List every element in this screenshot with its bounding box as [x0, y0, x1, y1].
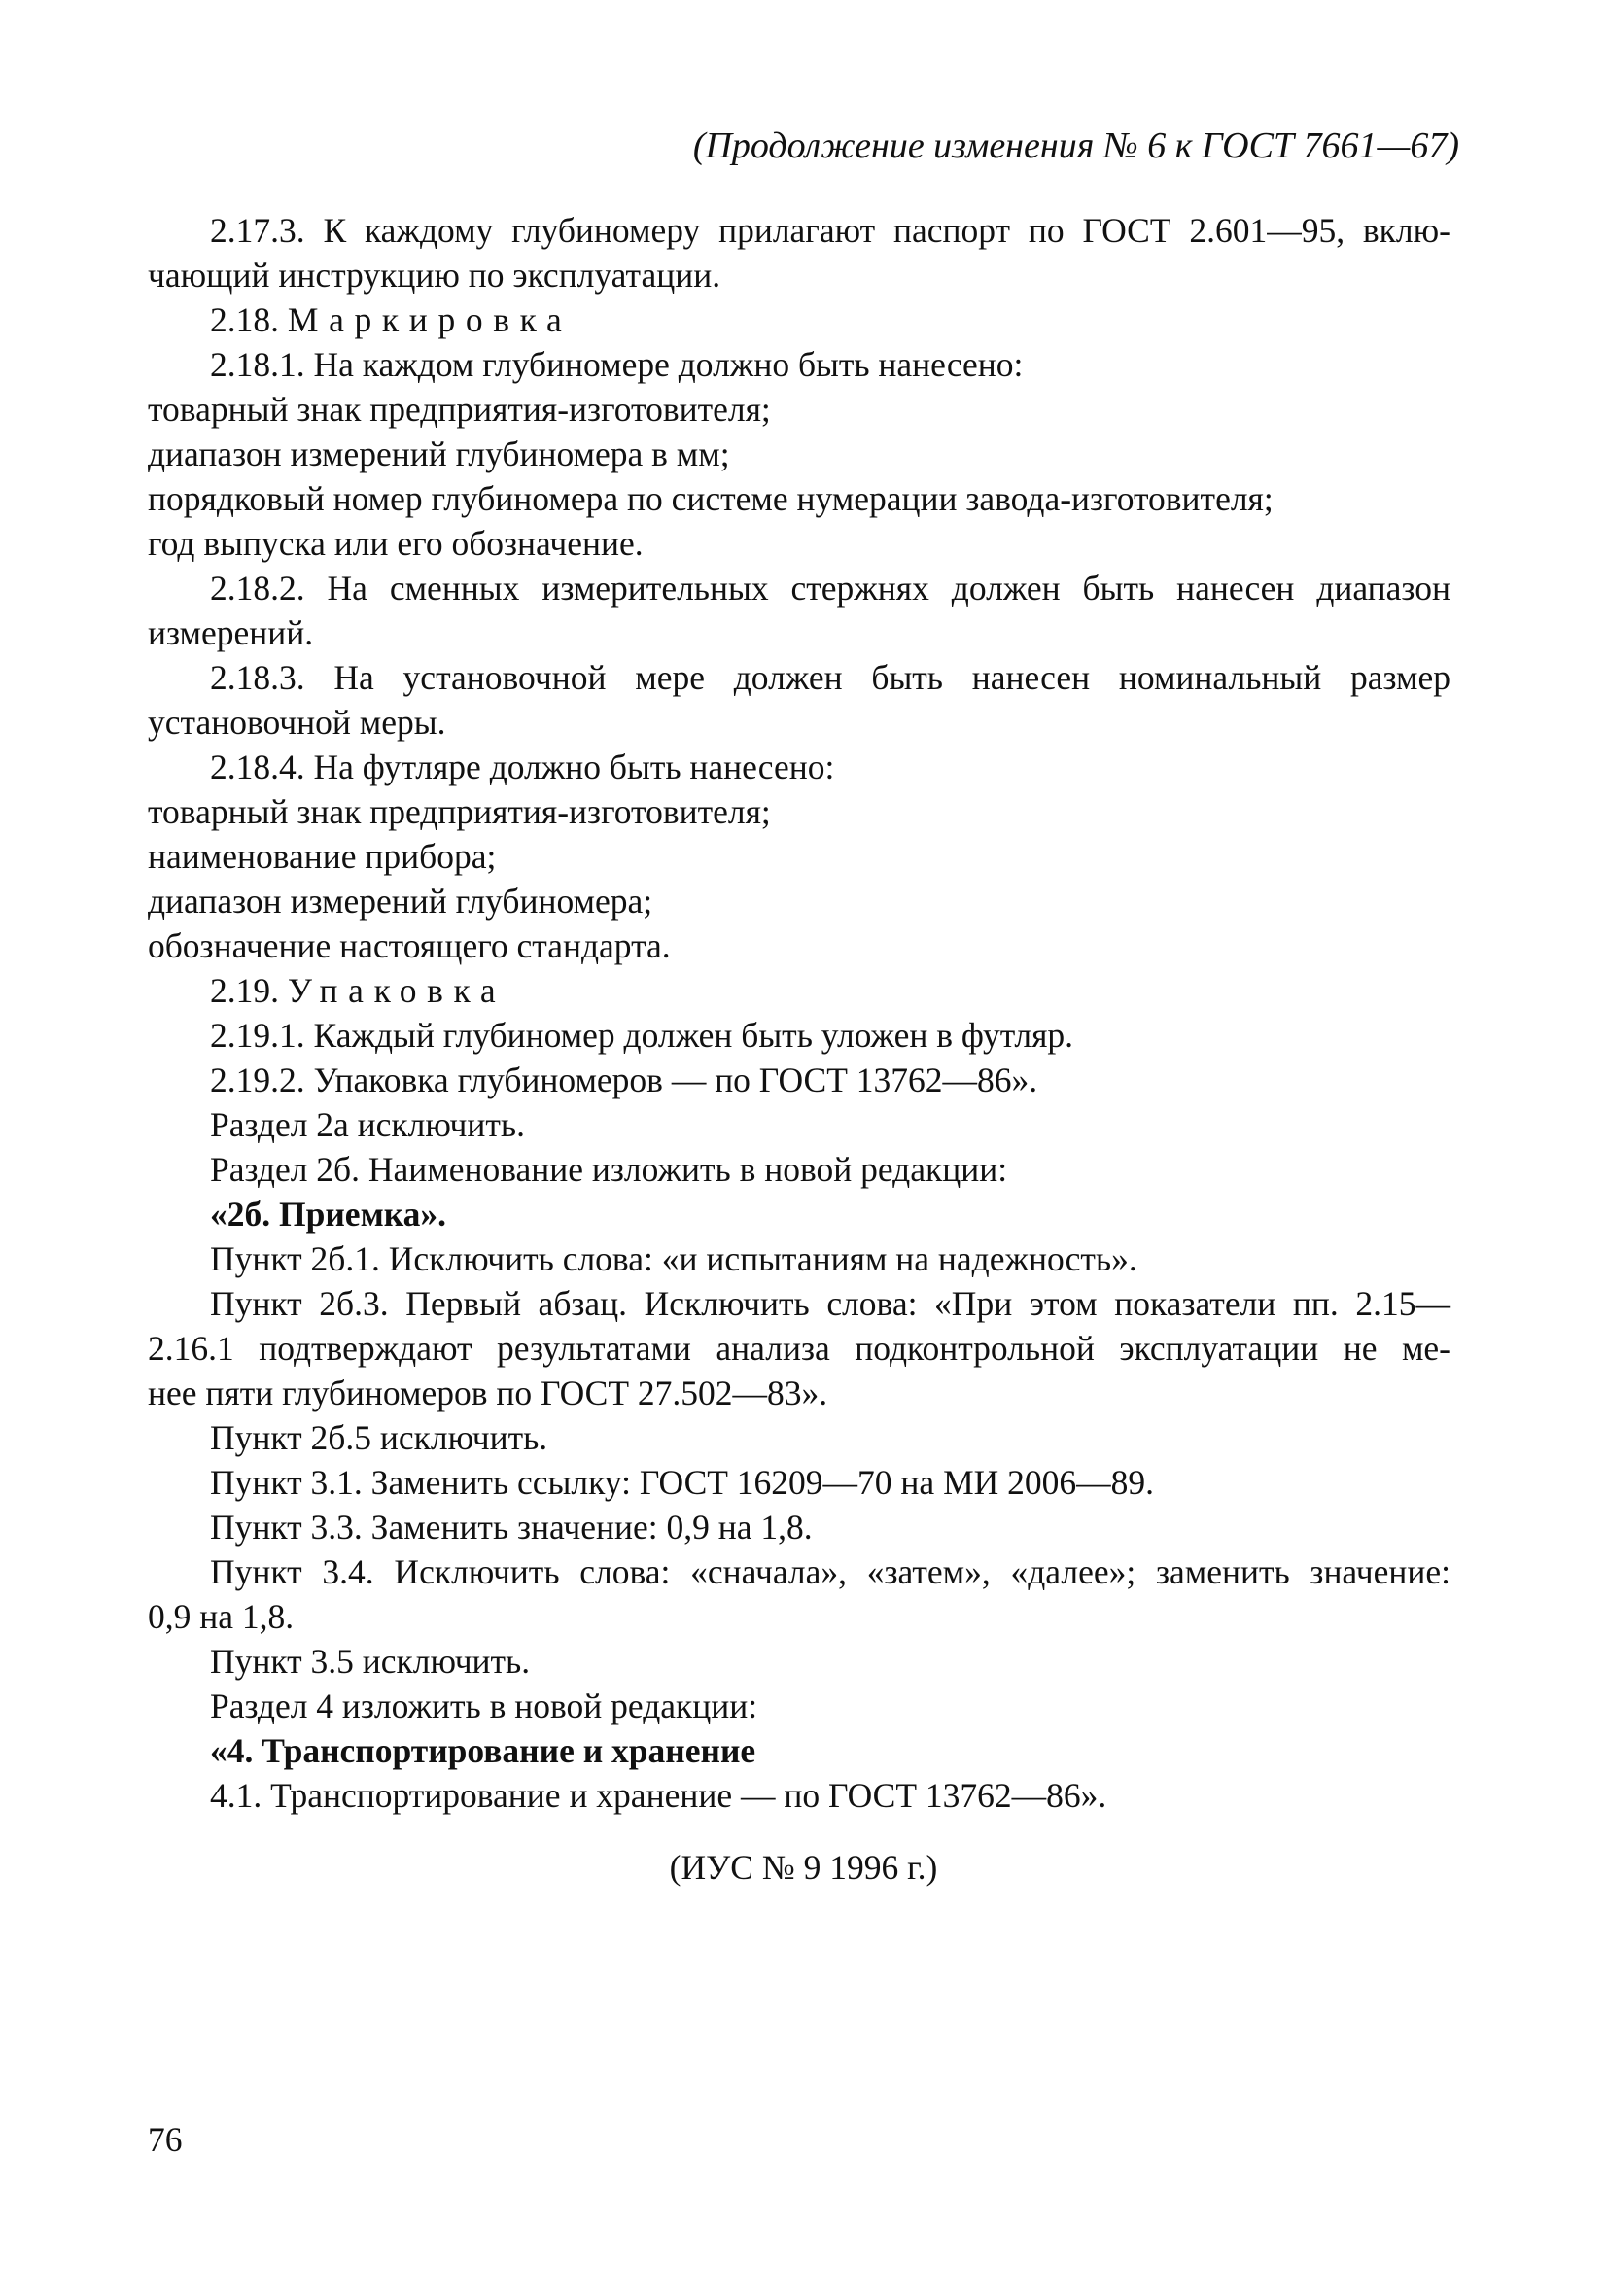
paragraph-line: 4.1. Транспортирование и хранение — по ГОСТ 13762—86». [210, 1776, 1107, 1815]
section-number: 2.19. [210, 971, 279, 1010]
ius-reference: (ИУС № 9 1996 г.) [669, 1848, 938, 1887]
paragraph-line: Раздел 2а исключить. [210, 1105, 525, 1144]
paragraph-line: 2.16.1 подтверждают результатами анализа подконтрольной эксплуатации не ме- [148, 1329, 1450, 1368]
section-title: Маркировка [287, 300, 573, 339]
section-heading-marking [148, 297, 1450, 342]
bold-heading: «2б. Приемка». [210, 1195, 447, 1234]
paragraph-line: Пункт 2б.5 исключить. [210, 1418, 548, 1457]
list-item: товарный знак предприятия-изготовителя; [148, 792, 771, 831]
bold-heading: «4. Транспортирование и хранение [210, 1731, 756, 1770]
paragraph-line: 2.18.1. На каждом глубиномере должно быть нанесено: [210, 345, 1024, 384]
paragraph-line: измерений. [148, 613, 314, 652]
paragraph-line: Пункт 3.5 исключить. [210, 1642, 531, 1681]
paragraph-line: нее пяти глубиномеров по ГОСТ 27.502—83». [148, 1374, 828, 1412]
paragraph-line: 2.18.4. На футляре должно быть нанесено: [210, 748, 835, 786]
paragraph-line: 2.18.3. На установочной мере должен быть нанесен номинальный размер [210, 658, 1450, 697]
document-body [148, 208, 1450, 1818]
paragraph-line: Пункт 3.3. Заменить значение: 0,9 на 1,8. [210, 1508, 813, 1547]
list-item: товарный знак предприятия-изготовителя; [148, 390, 771, 429]
paragraph-line: 2.17.3. К каждому глубиномеру прилагают паспорт по ГОСТ 2.601—95, вклю- [210, 211, 1450, 250]
paragraph-line: Раздел 4 изложить в новой редакции: [210, 1687, 758, 1725]
paragraph-line: 2.19.2. Упаковка глубиномеров — по ГОСТ 13762—86». [210, 1061, 1038, 1099]
paragraph-line: 0,9 на 1,8. [148, 1597, 295, 1636]
page-number: 76 [148, 2120, 183, 2159]
paragraph-line: чающий инструкцию по эксплуатации. [148, 256, 721, 295]
paragraph-line: Пункт 2б.3. Первый абзац. Исключить слова: «При этом показатели пп. 2.15— [210, 1284, 1450, 1323]
list-item: порядковый номер глубиномера по системе нумерации завода-изготовителя; [148, 479, 1274, 518]
paragraph-line: Пункт 3.4. Исключить слова: «сначала», «затем», «далее»; заменить значение: [210, 1552, 1450, 1591]
paragraph-line: Пункт 3.1. Заменить ссылку: ГОСТ 16209—70 на МИ 2006—89. [210, 1463, 1155, 1502]
paragraph-line: 2.19.1. Каждый глубиномер должен быть уложен в футляр. [210, 1016, 1074, 1055]
section-heading-packaging [148, 968, 1450, 1013]
page-header: (Продолжение изменения № 6 к ГОСТ 7661—67) [692, 125, 1459, 166]
list-item: год выпуска или его обозначение. [148, 524, 644, 563]
list-item: обозначение настоящего стандарта. [148, 926, 671, 965]
section-number: 2.18. [210, 300, 279, 339]
list-item: диапазон измерений глубиномера в мм; [148, 435, 730, 473]
paragraph-line: 2.18.2. На сменных измерительных стержнях должен быть нанесен диапазон [210, 569, 1450, 608]
list-item: диапазон измерений глубиномера; [148, 882, 653, 921]
paragraph-line: Раздел 2б. Наименование изложить в новой редакции: [210, 1150, 1008, 1189]
paragraph-line: Пункт 2б.1. Исключить слова: «и испытаниям на надежность». [210, 1239, 1137, 1278]
list-item: наименование прибора; [148, 837, 497, 876]
paragraph-line: установочной меры. [148, 703, 446, 742]
section-title: Упаковка [287, 971, 507, 1010]
